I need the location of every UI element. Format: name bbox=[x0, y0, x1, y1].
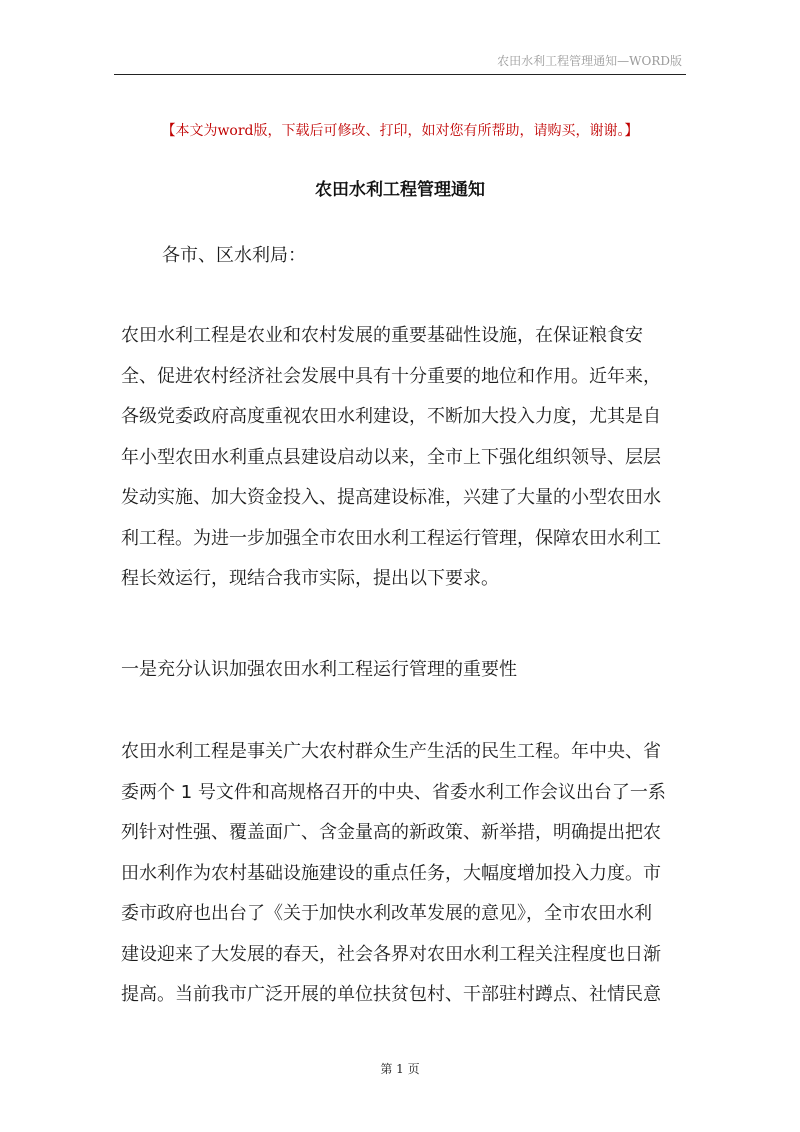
paragraph-line: 田水利作为农村基础设施建设的重点任务，大幅度增加投入力度。市 bbox=[121, 862, 661, 884]
section-heading-text: 一是充分认识加强农田水利工程运行管理的重要性 bbox=[121, 659, 517, 680]
paragraph-line: 发动实施、加大资金投入、提高建设标准，兴建了大量的小型农田水 bbox=[121, 487, 661, 508]
paragraph-line: 委两个 1 号文件和高规格召开的中央、省委水利工作会议出台了一系 bbox=[121, 781, 666, 803]
paragraph-1 bbox=[121, 316, 691, 600]
paragraph-line: 年小型农田水利重点县建设启动以来，全市上下强化组织领导、层层 bbox=[121, 446, 661, 468]
running-header: 农田水利工程管理通知—WORD版 bbox=[497, 54, 682, 68]
paragraph-line: 农田水利工程是农业和农村发展的重要基础性设施，在保证粮食安 bbox=[121, 325, 643, 346]
paragraph-line: 提高。当前我市广泛开展的单位扶贫包村、干部驻村蹲点、社情民意 bbox=[121, 984, 661, 1005]
paragraph-line: 农田水利工程是事关广大农村群众生产生活的民生工程。年中央、省 bbox=[121, 741, 661, 762]
paragraph-line: 程长效运行，现结合我市实际，提出以下要求。 bbox=[121, 568, 499, 589]
paragraph-line: 利工程。为进一步加强全市农田水利工程运行管理，保障农田水利工 bbox=[121, 527, 661, 549]
salutation-text: 各市、区水利局： bbox=[162, 245, 306, 266]
paragraph-line: 全、促进农村经济社会发展中具有十分重要的地位和作用。近年来， bbox=[121, 365, 661, 387]
section-heading-1 bbox=[121, 650, 691, 691]
page-number: 第 1 页 bbox=[380, 1062, 420, 1076]
paragraph-2 bbox=[121, 732, 691, 1016]
salutation bbox=[162, 236, 732, 277]
paragraph-line: 列针对性强、覆盖面广、含金量高的新政策、新举措，明确提出把农 bbox=[121, 822, 661, 843]
paragraph-line: 委市政府也出台了《关于加快水利改革发展的意见》，全市农田水利 bbox=[121, 903, 652, 924]
purchase-notice: 【本文为word版，下载后可修改、打印，如对您有所帮助，请购买，谢谢。】 bbox=[161, 123, 639, 139]
paragraph-line: 各级党委政府高度重视农田水利建设，不断加大投入力度，尤其是自 bbox=[121, 406, 661, 427]
header-divider bbox=[114, 74, 686, 75]
document-title: 农田水利工程管理通知 bbox=[315, 180, 485, 200]
paragraph-line: 建设迎来了大发展的春天，社会各界对农田水利工程关注程度也日渐 bbox=[121, 943, 661, 965]
